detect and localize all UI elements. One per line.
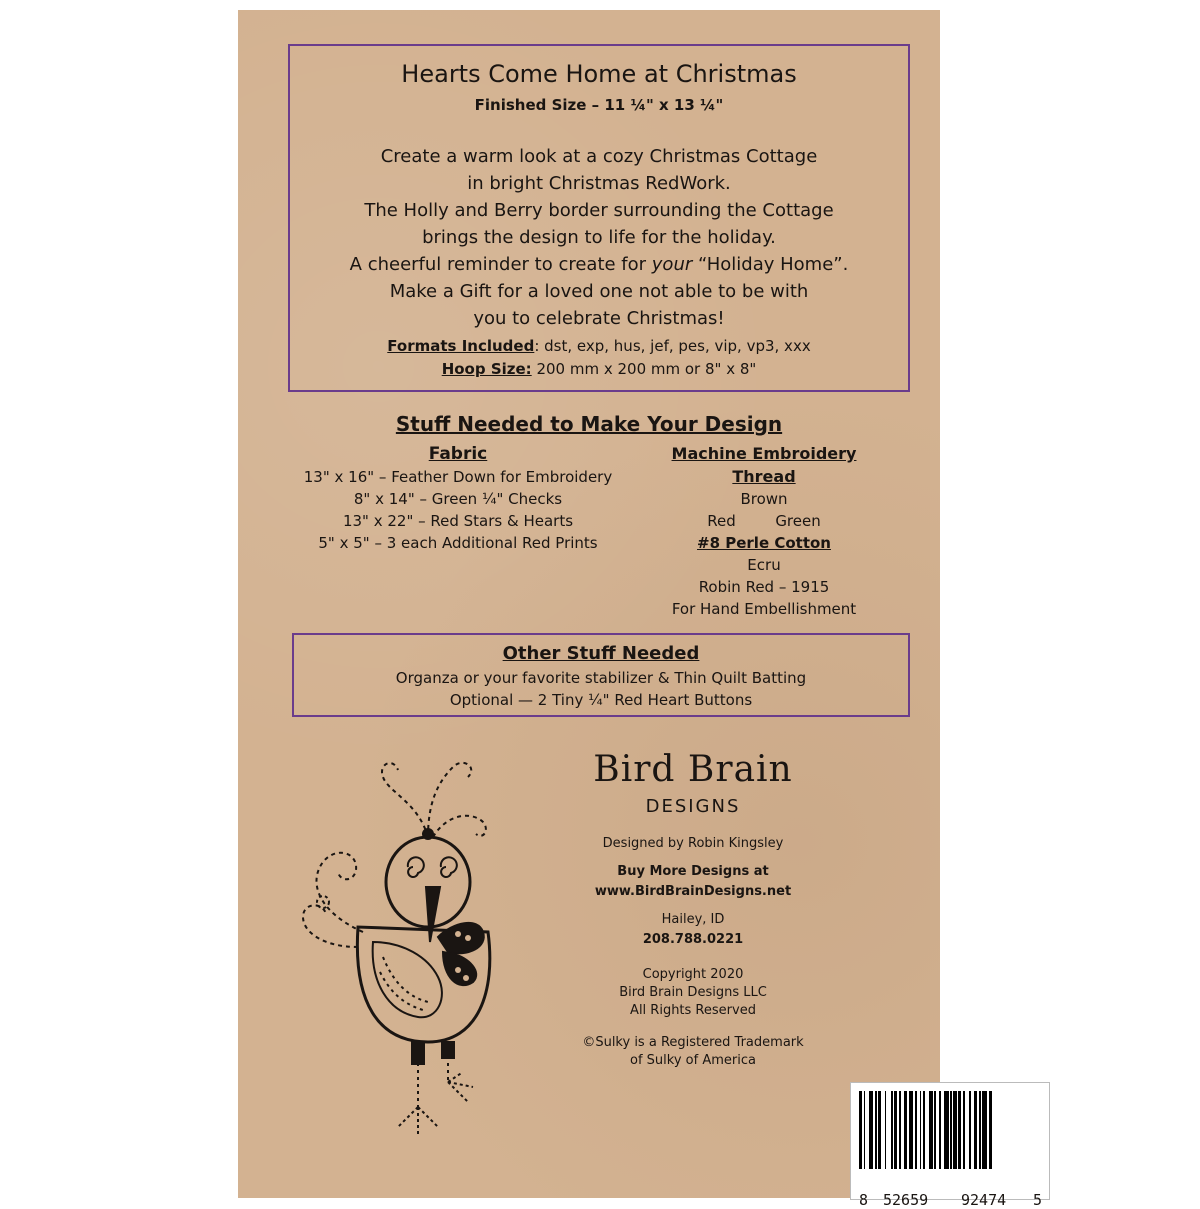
barcode-bar: [958, 1091, 961, 1169]
barcode-bar: [878, 1091, 881, 1169]
barcode-bar: [969, 1091, 971, 1169]
perle-item: Ecru: [747, 556, 781, 574]
line5-em: your: [651, 254, 693, 275]
trademark-1: ©Sulky is a Registered Trademark: [582, 1035, 804, 1050]
other-stuff-box: [292, 633, 910, 717]
barcode-bar: [891, 1091, 893, 1169]
description-box: [288, 44, 910, 392]
barcode-bar: [894, 1091, 897, 1169]
hoop-label: Hoop Size:: [441, 360, 532, 378]
line5-post: “Holiday Home”.: [692, 254, 849, 275]
barcode-bar: [982, 1091, 987, 1169]
other-line-2: Optional — 2 Tiny ¼" Red Heart Buttons: [449, 691, 753, 709]
rights: All Rights Reserved: [630, 1003, 756, 1018]
barcode-bar: [923, 1091, 925, 1169]
barcode-bar: [915, 1091, 917, 1169]
logo-name: Bird Brain: [593, 749, 793, 790]
location: Hailey, ID: [661, 912, 725, 927]
barcode-bar: [979, 1091, 981, 1169]
pattern-card: [238, 10, 940, 1198]
barcode-bars: [859, 1091, 1041, 1169]
description-line-6: Make a Gift for a loved one not able to be with: [389, 281, 809, 302]
thread-brown: Brown: [740, 490, 788, 508]
thread-heading-2: Thread: [732, 467, 796, 486]
barcode-bar: [934, 1091, 936, 1169]
barcode-digit-1: 8: [859, 1191, 869, 1209]
website: www.BirdBrainDesigns.net: [594, 884, 792, 899]
barcode-bar: [953, 1091, 956, 1169]
barcode-bar: [929, 1091, 932, 1169]
bird-illustration: [278, 742, 518, 1137]
thread-heading-1: Machine Embroidery: [671, 444, 857, 463]
fabric-column: [278, 442, 638, 554]
barcode-digit-3: 92474: [961, 1191, 1007, 1209]
description-line-7: you to celebrate Christmas!: [473, 308, 725, 329]
thread-column: [658, 442, 870, 620]
barcode-bar: [869, 1091, 874, 1169]
barcode-bar: [864, 1091, 866, 1169]
thread-red-green: [658, 510, 870, 532]
barcode-bar: [899, 1091, 901, 1169]
thread-green: Green: [775, 512, 821, 530]
thread-red: Red: [707, 512, 736, 530]
finished-size: Finished Size – 11 ¼" x 13 ¼": [474, 96, 724, 114]
hoop-line: [290, 360, 908, 378]
perle-heading: #8 Perle Cotton: [697, 534, 831, 552]
barcode-bar: [904, 1091, 907, 1169]
logo-sub: DESIGNS: [645, 796, 741, 817]
description-line-2: in bright Christmas RedWork.: [467, 173, 731, 194]
barcode-bar: [963, 1091, 965, 1169]
description-line-5: [290, 254, 908, 275]
trademark-2: of Sulky of America: [630, 1053, 756, 1068]
barcode-bar: [875, 1091, 877, 1169]
designed-by: Designed by Robin Kingsley: [602, 836, 784, 851]
fabric-item: 13" x 16" – Feather Down for Embroidery: [303, 468, 613, 486]
fabric-item: 8" x 14" – Green ¼" Checks: [353, 490, 563, 508]
fabric-item: 5" x 5" – 3 each Additional Red Prints: [318, 534, 598, 552]
fabric-heading: Fabric: [428, 444, 488, 464]
buy-more: Buy More Designs at: [617, 864, 769, 879]
barcode-bar: [920, 1091, 922, 1169]
formats-value: : dst, exp, hus, jef, pes, vip, vp3, xxx: [534, 337, 811, 355]
other-line-1: Organza or your favorite stabilizer & Thin Quilt Batting: [395, 669, 807, 687]
barcode-bar: [950, 1091, 952, 1169]
barcode-bar: [989, 1091, 992, 1169]
brand-block: [558, 748, 828, 1070]
line5-pre: A cheerful reminder to create for: [349, 254, 652, 275]
barcode: [850, 1082, 1050, 1209]
barcode-bar: [909, 1091, 914, 1169]
formats-label: Formats Included: [387, 337, 535, 355]
formats-line: [290, 337, 908, 355]
company: Bird Brain Designs LLC: [619, 985, 767, 1000]
pattern-title: Hearts Come Home at Christmas: [401, 60, 797, 88]
fabric-item: 13" x 22" – Red Stars & Hearts: [342, 512, 574, 530]
description-line-1: Create a warm look at a cozy Christmas Cottage: [380, 146, 818, 167]
barcode-digit-4: 5: [1033, 1191, 1043, 1209]
phone: 208.788.0221: [642, 932, 744, 947]
other-heading: Other Stuff Needed: [502, 643, 700, 664]
perle-item: Robin Red – 1915: [698, 578, 830, 596]
description-line-4: brings the design to life for the holiday.: [422, 227, 776, 248]
stuff-heading: Stuff Needed to Make Your Design: [395, 412, 783, 436]
perle-item: For Hand Embellishment: [671, 600, 857, 618]
barcode-bar: [939, 1091, 941, 1169]
description-line-3: The Holly and Berry border surrounding the Cottage: [364, 200, 834, 221]
barcode-bar: [974, 1091, 977, 1169]
barcode-bar: [859, 1091, 862, 1169]
barcode-bar: [885, 1091, 887, 1169]
barcode-bar: [944, 1091, 949, 1169]
barcode-digit-2: 52659: [883, 1191, 929, 1209]
hoop-value: 200 mm x 200 mm or 8" x 8": [531, 360, 757, 378]
copyright: Copyright 2020: [642, 967, 744, 982]
